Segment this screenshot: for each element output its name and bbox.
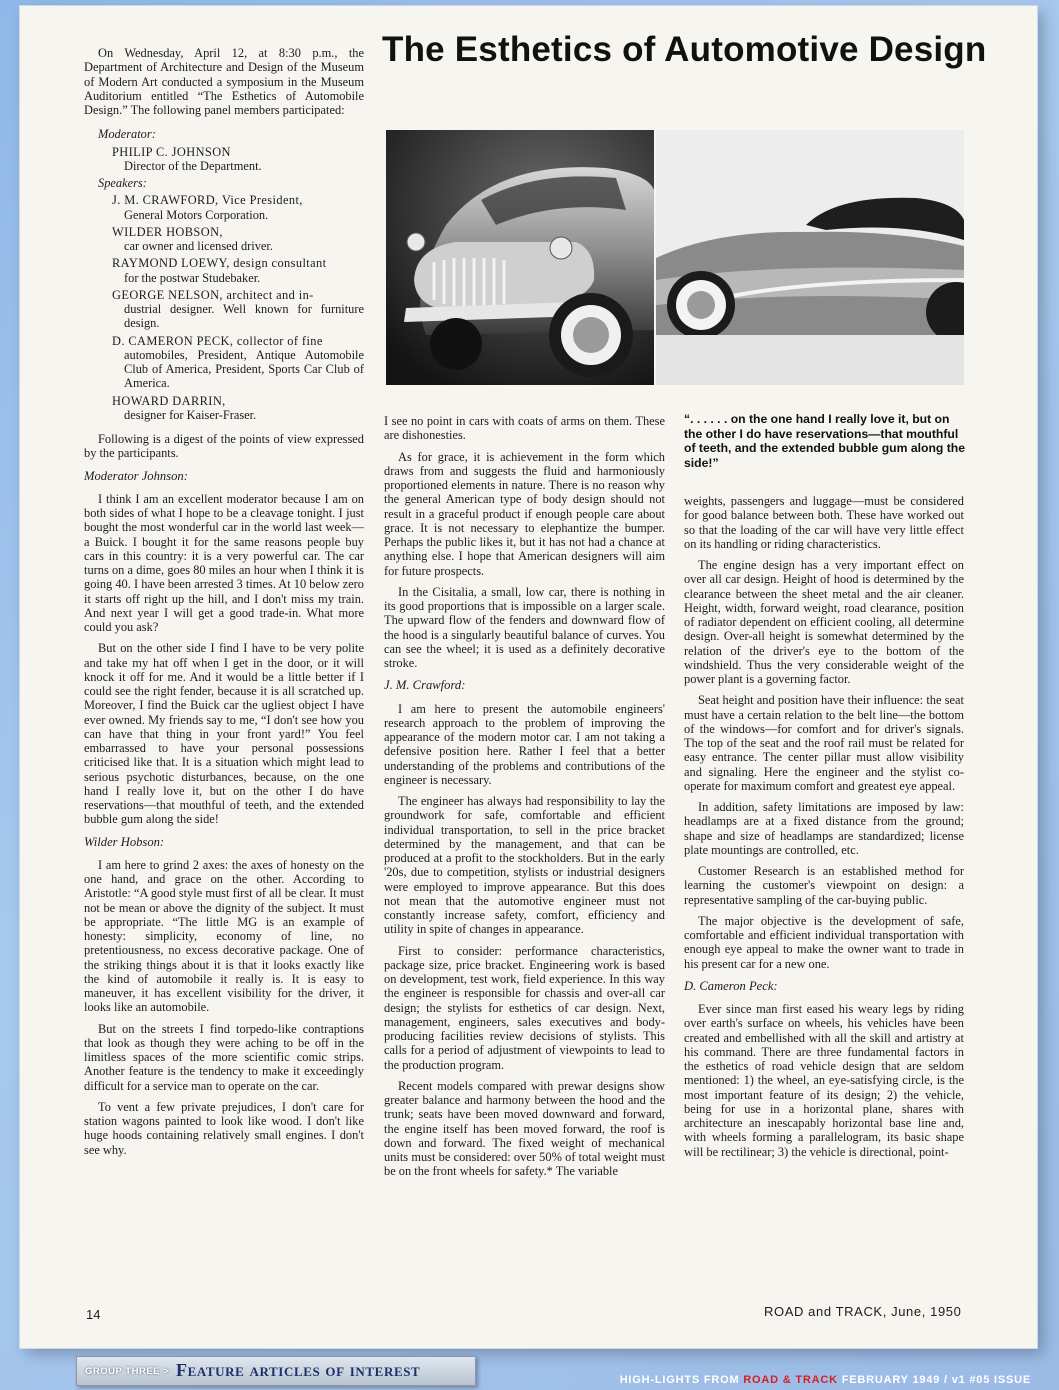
body-paragraph: Customer Research is an established method for learning the customer's viewpoint on design: a representative sampling of the car-buying public. xyxy=(684,864,964,907)
body-paragraph: The major objective is the development of safe, comfortable and efficient individual transportation with enough eye appeal to make the owner want to trade in his present car for a new one. xyxy=(684,913,964,971)
body-paragraph: But on the other side I find I have to be very polite and take my hat off when I get in the door, or it will knock it off for me. And it would be a little better if I could see the right fender, because it is all scratched up. Moreover, I find the Buick car the ugliest object I have ever owned. My friends say to me, “I don't see how you can have that thing in your front yard!” You feel embarrassed to have your personal possessions criticised like that. It is a situation which might lead to serious psychotic disturbances, because, on the one hand I really love it, but on the other I do have reservations—that mouthful of teeth, and the extended bubble gum along the side! xyxy=(84,641,364,827)
body-paragraph: First to consider: performance characteristics, package size, price bracket. Engineering work is based on development, test work, field experience. In this way the engineer is responsible for chassis and over-all car design; the stylists for esthetics of car design. Next, management, engineers, sales executives and body-producing facilities review decisions of stylists. This calls for a period of adjustment of viewpoints to lead to the production program. xyxy=(384,943,665,1072)
body-paragraph: Ever since man first eased his weary legs by riding over earth's surface on wheels, his vehicles have been created and embellished with all the skill and artistry at his command. There are three fundamental factors in the esthetics of road vehicle design that are seldom mentioned: 1) the wheel, an eye-satisfying circle, is the most important feature of its design; 2) the vehicle, being for use in a horizontal plane, shares with architecture an inescapably horizontal base line and, with wheels forming a parallelogram, its basic shape will be rectilinear; 3) the vehicle is directional, point- xyxy=(684,1002,964,1159)
body-paragraph: I am here to present the automobile engineers' research approach to the problem of improving the appearance of the modern motor car. I am not taking a defensive position here. Rather I feel that a better understanding of the problems and contributions of the engineer is necessary. xyxy=(384,701,665,787)
article-title: The Esthetics of Automotive Design xyxy=(382,30,987,69)
highlights-issue: FEBRUARY 1949 / v1 #05 ISSUE xyxy=(841,1374,1031,1386)
speakers-label: Speakers: xyxy=(98,176,147,190)
pull-quote: “. . . . . . on the one hand I really love it, but on the other I do have reservations—that mouthful of teeth, and the extended bubble gum along the side!” xyxy=(684,412,965,470)
buick-side-image xyxy=(656,130,964,385)
digest-paragraph: Following is a digest of the points of view expressed by the participants. xyxy=(84,432,364,461)
magazine-page xyxy=(20,6,1037,1348)
speaker-desc: for the postwar Studebaker. xyxy=(124,270,261,285)
column-3 xyxy=(684,494,964,1166)
body-paragraph: As for grace, it is achievement in the form which draws from and suggests the fluid and harmoniously proportioned elements in nature. There is no reason why the general American type of body design should not result in a graceful product if enough people care about grace. It is not necessary to elephantize the bumper. Perhaps the public likes it, but it has not had a chance at anything else. I hope that American designers will aim for future prospects. xyxy=(384,449,665,578)
panel-list xyxy=(84,127,364,422)
body-paragraph: weights, passengers and luggage—must be considered for good balance between both. These have worked out so that the loading of the car will have very little effect on its handling or riding characteristics. xyxy=(684,494,964,551)
body-paragraph: I am here to grind 2 axes: the axes of honesty on the one hand, and grace on the other. According to Aristotle: “A good style must first of all be clear. It must not be mean or above the dignity of the subject. It must be appropriate. “The little MG is an example of honesty: simplicity, economy of line, no pretentiousness, no excess decorative package. One of the striking things about it is that it looks exactly like the kind of automobile it really is. It is easy to maneuver, it has excellent visibility for the driver, it looks like an automobile. xyxy=(84,857,364,1015)
body-paragraph: In the Cisitalia, a small, low car, there is nothing in its good proportions that is impossible on a larger scale. The upward flow of the fenders and downward flow of the hood is a singularly beautiful balance of curves. You can see the wheel; it is used as a definitely decorative stroke. xyxy=(384,584,665,670)
body-paragraph: The engineer has always had responsibility to lay the groundwork for safe, comfortable and efficient individual transportation, to sell in the price bracket determined by the management, and that can be produced at a profit to the stockholders. But in the early '20s, due to competition, stylists or industrial designers were employed to improve appearance. But this does not mean that the automotive engineer must not constantly increase safety, comfort, efficiency and utility in spite of changes in appearance. xyxy=(384,794,665,937)
banner-title: Feature articles of interest xyxy=(176,1360,421,1380)
highlights-caption xyxy=(620,1374,1031,1386)
speaker-desc: automobiles, President, Antique Automobile Club of America, President, Sports Car Club of America. xyxy=(124,347,364,391)
page-number: 14 xyxy=(86,1307,101,1322)
buick-front-photo xyxy=(386,130,654,385)
highlights-prefix: HIGH-LIGHTS FROM xyxy=(619,1374,740,1386)
section-heading-crawford: J. M. Crawford: xyxy=(384,678,466,693)
publication-footer: ROAD and TRACK, June, 1950 xyxy=(764,1304,962,1319)
intro-paragraph: On Wednesday, April 12, at 8:30 p.m., the Department of Architecture and Design of the Museum of Modern Art conducted a symposium in the Museum Auditorium entitled “The Esthetics of Automobile Design.” The following panel members participated: xyxy=(84,46,364,117)
column-2 xyxy=(384,414,665,1186)
speaker-name: D. CAMERON PECK, collector of fine xyxy=(112,333,323,348)
banner-group-label: GROUP THREE > xyxy=(85,1366,170,1377)
section-banner[interactable] xyxy=(76,1356,476,1386)
buick-front-image xyxy=(386,130,654,385)
buick-side-photo xyxy=(656,130,964,385)
speaker-desc: car owner and licensed driver. xyxy=(124,239,273,253)
speaker-name: HOWARD DARRIN, xyxy=(112,393,226,408)
speaker-desc: General Motors Corporation. xyxy=(124,207,269,222)
speaker-name: WILDER HOBSON, xyxy=(112,224,223,239)
speaker-desc: designer for Kaiser-Fraser. xyxy=(124,407,257,422)
body-paragraph: To vent a few private prejudices, I don't care for station wagons painted to look like wood. I don't like huge hoods containing relatively small engines. I don't see why. xyxy=(84,1099,364,1157)
body-paragraph: I think I am an excellent moderator because I am on both sides of what I hope to be a cleavage tonight. I just bought the most wonderful car in the world last week—a Buick. I bought it for the same reasons people buy cars in this country: it is a very powerful car. The car turns on a dime, goes 80 miles an hour when I think it is going 40. I have been arrested 3 times. At 10 below zero it starts off right up the hill, and I don't miss my train. And next year I will get a good trade-in. What more could you ask? xyxy=(84,491,364,634)
body-paragraph: Recent models compared with prewar designs show greater balance and harmony between the hood and the trunk; seats have been moved downward and forward, the engine itself has been moved forward, the roof is down and forward. The fixed weight of mechanical units must be considered: over 50% of total weight must be on the front wheels for safety.* The variable xyxy=(384,1078,665,1179)
speaker-desc: dustrial designer. Well known for furniture design. xyxy=(124,302,364,331)
body-paragraph: Seat height and position have their influence: the seat must have a certain relation to the belt line—the bottom of the windows—for comfort and for driver's signals. The top of the seat and the roof rail must be related for easy entrance. The center pillar must allow visibility and signaling. Here the engineer and the stylist co-operate for maximum comfort and greatest eye appeal. xyxy=(684,693,964,793)
section-heading-hobson: Wilder Hobson: xyxy=(84,834,165,849)
body-paragraph: The engine design has a very important effect on over all car design. Height of hood is determined by the clearance between the sheet metal and the air cleaner. Height, width, forward weight, road clearance, position of radiator dependent on efficient cooling, all determine design. Over-all height is somewhat determined by the relation of the driver's eye to the bottom of the windshield. Thus the very considerable weight of the power plant is a governing factor. xyxy=(684,558,964,686)
section-heading-peck: D. Cameron Peck: xyxy=(684,978,778,993)
body-paragraph: In addition, safety limitations are imposed by law: headlamps are at a fixed distance from the ground; shape and size of headlamps are standardized; license plate mountings are controlled, etc. xyxy=(684,800,964,857)
section-heading-johnson: Moderator Johnson: xyxy=(84,468,188,483)
body-paragraph: But on the streets I find torpedo-like contraptions that look as though they were aching to be off in the limitless spaces of the more scientific comic strips. Another feature is the tendency to make it exceedingly difficult for a service man to operate on the car. xyxy=(84,1021,364,1093)
speaker-name: GEORGE NELSON, architect and in- xyxy=(112,287,314,302)
moderator-label: Moderator: xyxy=(98,127,156,142)
highlights-magazine: ROAD & TRACK xyxy=(743,1374,838,1386)
speaker-name: J. M. CRAWFORD, Vice President, xyxy=(112,193,303,208)
body-paragraph: I see no point in cars with coats of arms on them. These are dishonesties. xyxy=(384,414,665,443)
moderator-desc: Director of the Department. xyxy=(124,158,262,173)
speaker-name: RAYMOND LOEWY, design consultant xyxy=(112,256,327,271)
column-1 xyxy=(84,46,364,1164)
moderator-name: PHILIP C. JOHNSON xyxy=(112,144,231,159)
